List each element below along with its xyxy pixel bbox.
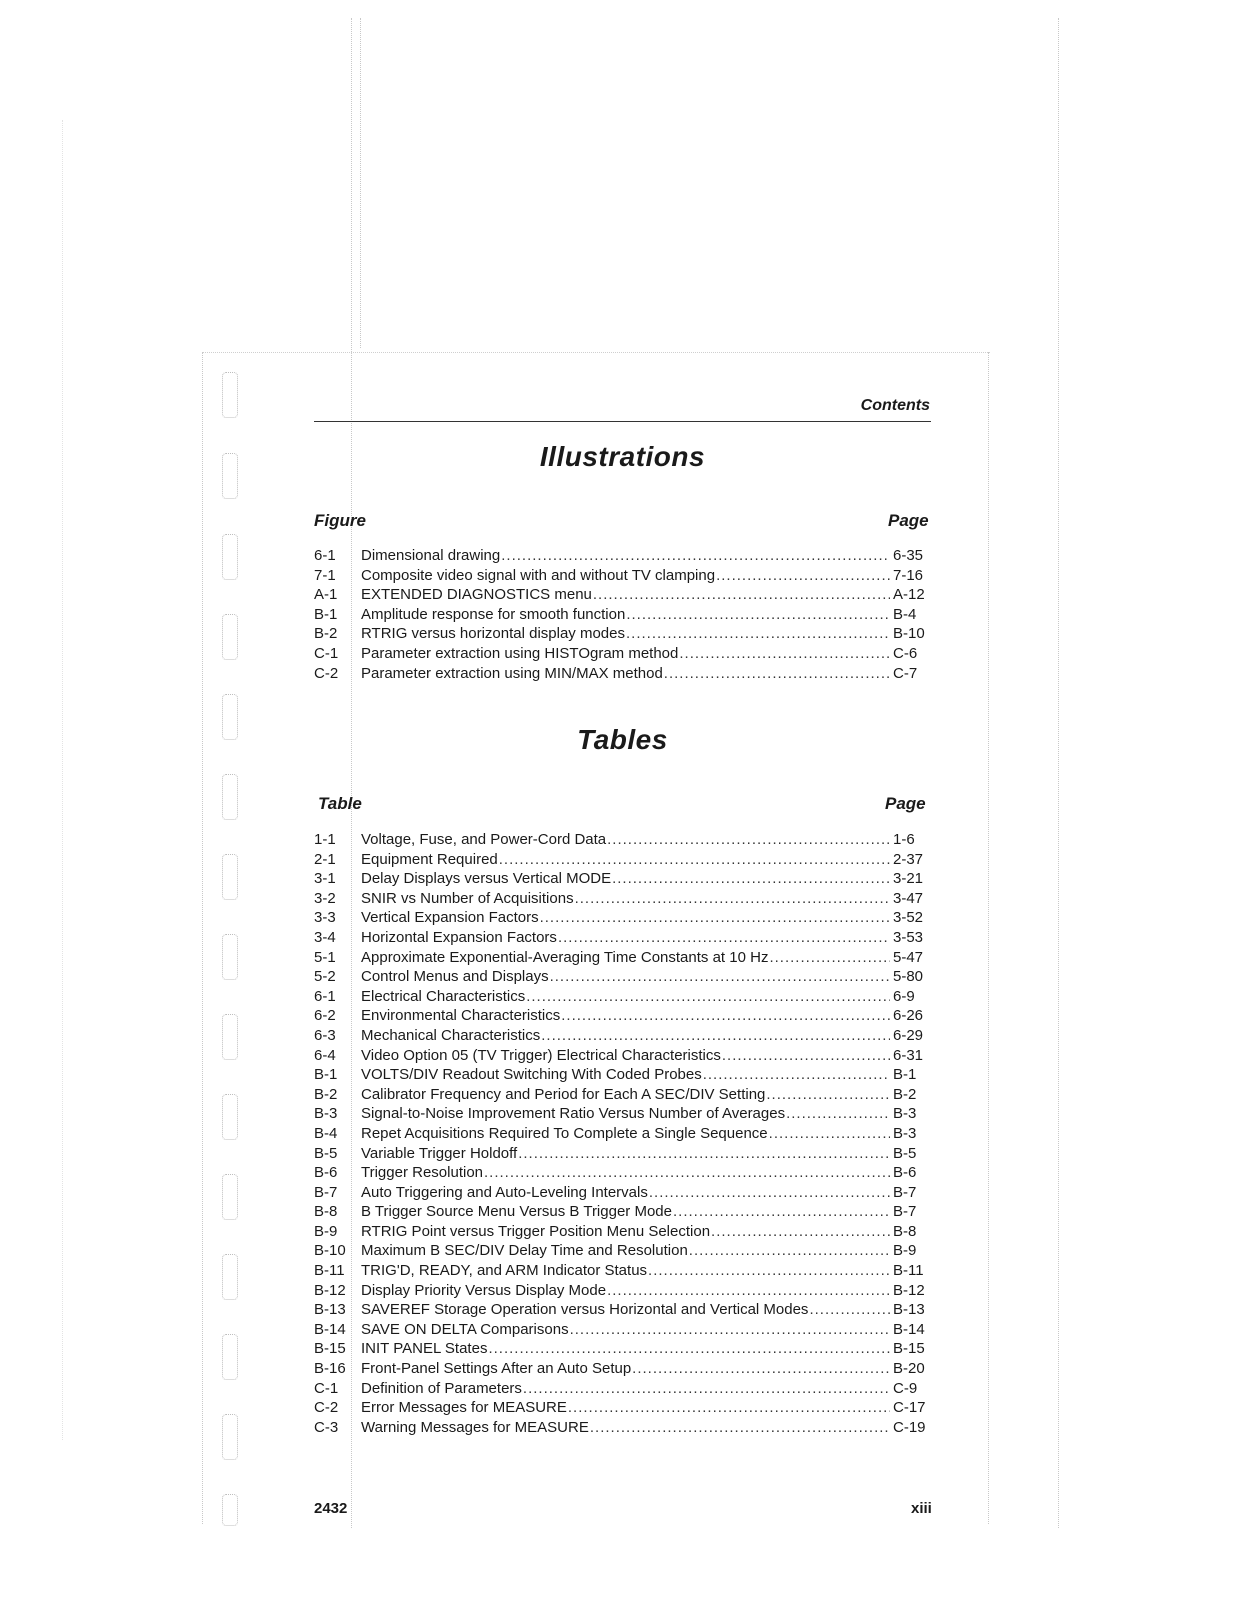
dot-leader	[593, 585, 890, 605]
toc-entry[interactable]	[314, 624, 931, 644]
illustrations-list	[314, 546, 931, 683]
entry-body	[361, 908, 931, 928]
entry-title: Environmental Characteristics	[361, 1007, 561, 1025]
entry-number: B-12	[314, 1281, 346, 1299]
toc-entry[interactable]	[314, 850, 931, 870]
entry-page: B-13	[893, 1301, 925, 1319]
dot-leader	[711, 1222, 890, 1242]
dot-leader	[786, 1104, 890, 1124]
toc-entry[interactable]	[314, 1222, 931, 1242]
entry-page: 6-35	[893, 547, 924, 564]
entry-page: B-6	[893, 1164, 917, 1182]
entry-body	[361, 1339, 931, 1359]
entry-number: B-11	[314, 1262, 345, 1280]
entry-body	[361, 869, 931, 889]
entry-title: Amplitude response for smooth function	[361, 605, 626, 623]
toc-entry[interactable]	[314, 1104, 931, 1124]
entry-title: Auto Triggering and Auto-Leveling Intervals	[361, 1183, 648, 1201]
entry-title: Parameter extraction using HISTOgram method	[361, 644, 679, 662]
entry-page: 6-29	[893, 1026, 924, 1044]
entry-page: B-15	[893, 1340, 925, 1358]
entry-body	[361, 1046, 931, 1066]
dot-leader	[703, 1065, 890, 1085]
entry-page: B-8	[893, 1222, 917, 1240]
dot-leader	[664, 664, 890, 684]
binder-hole	[222, 614, 238, 660]
entry-title: Error Messages for MEASURE	[361, 1399, 567, 1417]
entry-number: B-5	[314, 1144, 338, 1162]
dot-leader	[575, 889, 890, 909]
binder-hole	[222, 694, 238, 740]
entry-body	[361, 928, 931, 948]
page-edge-top	[202, 352, 990, 353]
entry-number: B-6	[314, 1164, 338, 1182]
entry-number: B-16	[314, 1360, 346, 1378]
entry-body	[361, 850, 931, 870]
toc-entry[interactable]	[314, 1065, 931, 1085]
entry-page: B-1	[893, 1066, 917, 1084]
toc-entry[interactable]	[314, 1261, 931, 1281]
toc-entry[interactable]	[314, 1124, 931, 1144]
entry-page: B-10	[893, 625, 925, 643]
dot-leader	[632, 1359, 890, 1379]
toc-entry[interactable]	[314, 1026, 931, 1046]
toc-entry[interactable]	[314, 948, 931, 968]
entry-page: 3-53	[893, 928, 924, 946]
entry-page: C-17	[893, 1399, 926, 1417]
entry-title: Trigger Resolution	[361, 1164, 483, 1182]
entry-number: C-2	[314, 1399, 339, 1417]
entry-title: SNIR vs Number of Acquisitions	[361, 889, 574, 907]
entry-title: Maximum B SEC/DIV Delay Time and Resolution	[361, 1242, 688, 1260]
binder-hole	[222, 854, 238, 900]
entry-title: Signal-to-Noise Improvement Ratio Versus Number of Averages	[361, 1105, 786, 1123]
toc-entry[interactable]	[314, 546, 931, 566]
entry-page: 3-52	[893, 909, 924, 927]
page-number: xiii	[911, 1500, 932, 1517]
entry-number: 5-1	[314, 948, 336, 966]
entry-body	[361, 644, 931, 664]
dot-leader	[766, 1085, 890, 1105]
entry-number: B-9	[314, 1222, 338, 1240]
entry-body	[361, 1104, 931, 1124]
entry-body	[361, 1241, 931, 1261]
entry-body	[361, 1320, 931, 1340]
entry-title: Electrical Characteristics	[361, 987, 526, 1005]
header-rule	[314, 421, 931, 422]
dot-leader	[679, 644, 890, 664]
entry-page: B-4	[893, 605, 917, 623]
dot-leader	[607, 1281, 890, 1301]
entry-body	[361, 1183, 931, 1203]
entry-title: B Trigger Source Menu Versus B Trigger Mode	[361, 1203, 672, 1221]
dot-leader	[716, 566, 890, 586]
entry-title: VOLTS/DIV Readout Switching With Coded Probes	[361, 1066, 702, 1084]
binder-hole	[222, 372, 238, 418]
entry-page: B-3	[893, 1105, 917, 1123]
entry-body	[361, 664, 931, 684]
entry-page: B-5	[893, 1144, 917, 1162]
binder-hole	[222, 453, 238, 499]
dot-leader	[809, 1300, 890, 1320]
entry-body	[361, 1398, 931, 1418]
dot-leader	[769, 948, 890, 968]
entry-body	[361, 1281, 931, 1301]
entry-number: 7-1	[314, 566, 336, 584]
entry-title: Repet Acquisitions Required To Complete a Single Sequence	[361, 1124, 768, 1142]
toc-entry[interactable]	[314, 1006, 931, 1026]
entry-page: B-12	[893, 1281, 925, 1299]
entry-body	[361, 889, 931, 909]
entry-title: Delay Displays versus Vertical MODE	[361, 870, 612, 888]
tables-page-column-heading: Page	[885, 794, 926, 813]
dot-leader	[607, 830, 890, 850]
entry-number: B-1	[314, 1066, 338, 1084]
toc-entry[interactable]	[314, 664, 931, 684]
dot-leader	[501, 546, 890, 566]
entry-title: TRIG'D, READY, and ARM Indicator Status	[361, 1262, 648, 1280]
dot-leader	[499, 850, 890, 870]
dot-leader	[626, 605, 890, 625]
entry-page: 1-6	[893, 831, 915, 848]
toc-entry[interactable]	[314, 1359, 931, 1379]
entry-page: B-9	[893, 1242, 917, 1260]
entry-number: B-2	[314, 625, 338, 643]
toc-entry[interactable]	[314, 1320, 931, 1340]
entry-title: Voltage, Fuse, and Power-Cord Data	[361, 831, 607, 848]
dot-leader	[550, 967, 890, 987]
entry-number: B-8	[314, 1203, 338, 1221]
entry-number: 6-3	[314, 1026, 336, 1044]
entry-page: C-7	[893, 664, 918, 682]
entry-page: B-7	[893, 1183, 917, 1201]
entry-body	[361, 830, 931, 850]
illustrations-page-column-heading: Page	[888, 511, 929, 530]
entry-number: C-1	[314, 644, 339, 662]
entry-title: SAVE ON DELTA Comparisons	[361, 1320, 569, 1338]
entry-page: 7-16	[893, 566, 924, 584]
binder-hole	[222, 1094, 238, 1140]
binder-hole	[222, 1414, 238, 1460]
entry-body	[361, 624, 931, 644]
entry-number: B-2	[314, 1085, 338, 1103]
entry-title: RTRIG Point versus Trigger Position Menu Selection	[361, 1222, 711, 1240]
entry-body	[361, 546, 931, 566]
entry-title: Parameter extraction using MIN/MAX method	[361, 664, 663, 682]
dot-leader	[570, 1320, 890, 1340]
figure-column-heading: Figure	[314, 511, 366, 530]
entry-page: A-12	[893, 586, 925, 604]
entry-page: 6-9	[893, 987, 915, 1005]
entry-page: 5-80	[893, 968, 924, 986]
entry-title: Vertical Expansion Factors	[361, 909, 539, 927]
entry-number: 6-1	[314, 547, 336, 564]
entry-number: C-3	[314, 1418, 339, 1436]
toc-entry[interactable]	[314, 987, 931, 1007]
entry-page: C-19	[893, 1418, 926, 1436]
entry-page: 3-21	[893, 870, 924, 888]
toc-entry[interactable]	[314, 1202, 931, 1222]
entry-number: B-14	[314, 1320, 346, 1338]
entry-page: 2-37	[893, 850, 924, 868]
dot-leader	[649, 1183, 890, 1203]
dot-leader	[568, 1398, 890, 1418]
entry-body	[361, 1065, 931, 1085]
toc-entry[interactable]	[314, 1281, 931, 1301]
entry-title: Horizontal Expansion Factors	[361, 928, 557, 946]
toc-entry[interactable]	[314, 1144, 931, 1164]
entry-number: 3-4	[314, 928, 336, 946]
dot-leader	[484, 1163, 890, 1183]
entry-title: Equipment Required	[361, 850, 498, 868]
dot-leader	[626, 624, 890, 644]
entry-page: 6-31	[893, 1046, 924, 1064]
binder-hole	[222, 774, 238, 820]
entry-body	[361, 1163, 931, 1183]
margin-line	[1058, 18, 1059, 1528]
entry-title: Variable Trigger Holdoff	[361, 1144, 518, 1162]
toc-entry[interactable]	[314, 1339, 931, 1359]
dot-leader	[558, 928, 890, 948]
dot-leader	[561, 1006, 890, 1026]
entry-page: B-2	[893, 1085, 917, 1103]
tables-list	[314, 830, 931, 1437]
entry-title: Display Priority Versus Display Mode	[361, 1281, 607, 1299]
toc-entry[interactable]	[314, 1379, 931, 1399]
binder-hole	[222, 1254, 238, 1300]
entry-number: C-2	[314, 664, 339, 682]
entry-body	[361, 605, 931, 625]
dot-leader	[673, 1202, 890, 1222]
entry-page: B-11	[893, 1262, 924, 1280]
entry-title: Warning Messages for MEASURE	[361, 1418, 589, 1436]
toc-entry[interactable]	[314, 1418, 931, 1438]
toc-entry[interactable]	[314, 830, 931, 850]
dot-leader	[689, 1241, 890, 1261]
dot-leader	[722, 1046, 890, 1066]
dot-leader	[612, 869, 890, 889]
fold-line	[360, 18, 361, 348]
entry-title: Dimensional drawing	[361, 547, 501, 564]
toc-entry[interactable]	[314, 1085, 931, 1105]
toc-entry[interactable]	[314, 1398, 931, 1418]
entry-title: SAVEREF Storage Operation versus Horizontal and Vertical Modes	[361, 1301, 809, 1319]
toc-entry[interactable]	[314, 644, 931, 664]
binder-hole	[222, 534, 238, 580]
entry-title: RTRIG versus horizontal display modes	[361, 625, 625, 643]
toc-entry[interactable]	[314, 605, 931, 625]
entry-page: 6-26	[893, 1007, 924, 1025]
toc-entry[interactable]	[314, 889, 931, 909]
entry-title: Composite video signal with and without TV clamping	[361, 566, 716, 584]
entry-title: Approximate Exponential-Averaging Time Constants at 10 Hz	[361, 948, 769, 966]
dot-leader	[518, 1144, 890, 1164]
entry-body	[361, 1379, 931, 1399]
entry-number: B-3	[314, 1105, 338, 1123]
toc-entry[interactable]	[314, 928, 931, 948]
entry-page: B-7	[893, 1203, 917, 1221]
toc-entry[interactable]	[314, 566, 931, 586]
toc-entry[interactable]	[314, 967, 931, 987]
entry-title: Mechanical Characteristics	[361, 1026, 541, 1044]
toc-entry[interactable]	[314, 585, 931, 605]
table-column-heading: Table	[318, 794, 362, 813]
entry-page: 3-47	[893, 889, 924, 907]
entry-title: INIT PANEL States	[361, 1340, 488, 1358]
toc-entry[interactable]	[314, 1163, 931, 1183]
dot-leader	[540, 908, 890, 928]
illustrations-title: Illustrations	[539, 441, 706, 472]
entry-number: B-10	[314, 1242, 346, 1260]
toc-entry[interactable]	[314, 1046, 931, 1066]
entry-body	[361, 1300, 931, 1320]
toc-entry[interactable]	[314, 869, 931, 889]
toc-entry[interactable]	[314, 908, 931, 928]
entry-body	[361, 1202, 931, 1222]
entry-title: Control Menus and Displays	[361, 968, 549, 986]
dot-leader	[769, 1124, 890, 1144]
entry-body	[361, 1026, 931, 1046]
entry-number: B-1	[314, 605, 338, 623]
entry-page: B-20	[893, 1360, 925, 1378]
entry-number: 5-2	[314, 968, 336, 986]
entry-body	[361, 1006, 931, 1026]
entry-body	[361, 585, 931, 605]
entry-number: B-4	[314, 1124, 338, 1142]
entry-number: B-13	[314, 1301, 346, 1319]
dot-leader	[541, 1026, 890, 1046]
entry-title: Calibrator Frequency and Period for Each A SEC/DIV Setting	[361, 1085, 766, 1103]
margin-line	[62, 120, 63, 1440]
binder-hole	[222, 934, 238, 980]
page-edge-right	[988, 352, 989, 1524]
entry-body	[361, 1085, 931, 1105]
toc-entry[interactable]	[314, 1300, 931, 1320]
entry-body	[361, 1144, 931, 1164]
entry-title: Video Option 05 (TV Trigger) Electrical Characteristics	[361, 1046, 721, 1064]
entry-number: 6-1	[314, 987, 336, 1005]
entry-number: 3-3	[314, 909, 336, 927]
entry-number: 3-1	[314, 870, 336, 888]
entry-title: Front-Panel Settings After an Auto Setup	[361, 1360, 632, 1378]
entry-page: C-9	[893, 1379, 918, 1397]
entry-number: B-15	[314, 1340, 346, 1358]
entry-page: B-14	[893, 1320, 925, 1338]
running-header: Contents	[860, 397, 930, 414]
entry-body	[361, 1124, 931, 1144]
entry-body	[361, 1222, 931, 1242]
dot-leader	[488, 1339, 890, 1359]
entry-title: EXTENDED DIAGNOSTICS menu	[361, 586, 592, 604]
dot-leader	[523, 1379, 890, 1399]
entry-number: C-1	[314, 1379, 339, 1397]
entry-number: 2-1	[314, 850, 336, 868]
entry-body	[361, 566, 931, 586]
binder-hole	[222, 1014, 238, 1060]
binder-hole	[222, 1174, 238, 1220]
entry-body	[361, 987, 931, 1007]
entry-body	[361, 967, 931, 987]
entry-number: 6-2	[314, 1007, 336, 1025]
entry-body	[361, 1261, 931, 1281]
toc-entry[interactable]	[314, 1183, 931, 1203]
entry-body	[361, 1418, 931, 1438]
entry-number: 6-4	[314, 1046, 336, 1064]
entry-title: Definition of Parameters	[361, 1379, 522, 1397]
entry-number: B-7	[314, 1183, 338, 1201]
manual-number: 2432	[314, 1500, 348, 1517]
toc-entry[interactable]	[314, 1241, 931, 1261]
entry-body	[361, 948, 931, 968]
binder-hole	[222, 1494, 238, 1526]
entry-page: C-6	[893, 644, 918, 662]
tables-title: Tables	[577, 724, 668, 755]
page-edge-left	[202, 352, 203, 1524]
entry-body	[361, 1359, 931, 1379]
entry-page: B-3	[893, 1124, 917, 1142]
entry-page: 5-47	[893, 948, 924, 966]
dot-leader	[526, 987, 890, 1007]
entry-number: 3-2	[314, 889, 336, 907]
dot-leader	[648, 1261, 890, 1281]
binder-hole	[222, 1334, 238, 1380]
dot-leader	[590, 1418, 890, 1438]
entry-number: 1-1	[314, 831, 336, 848]
entry-number: A-1	[314, 586, 338, 604]
